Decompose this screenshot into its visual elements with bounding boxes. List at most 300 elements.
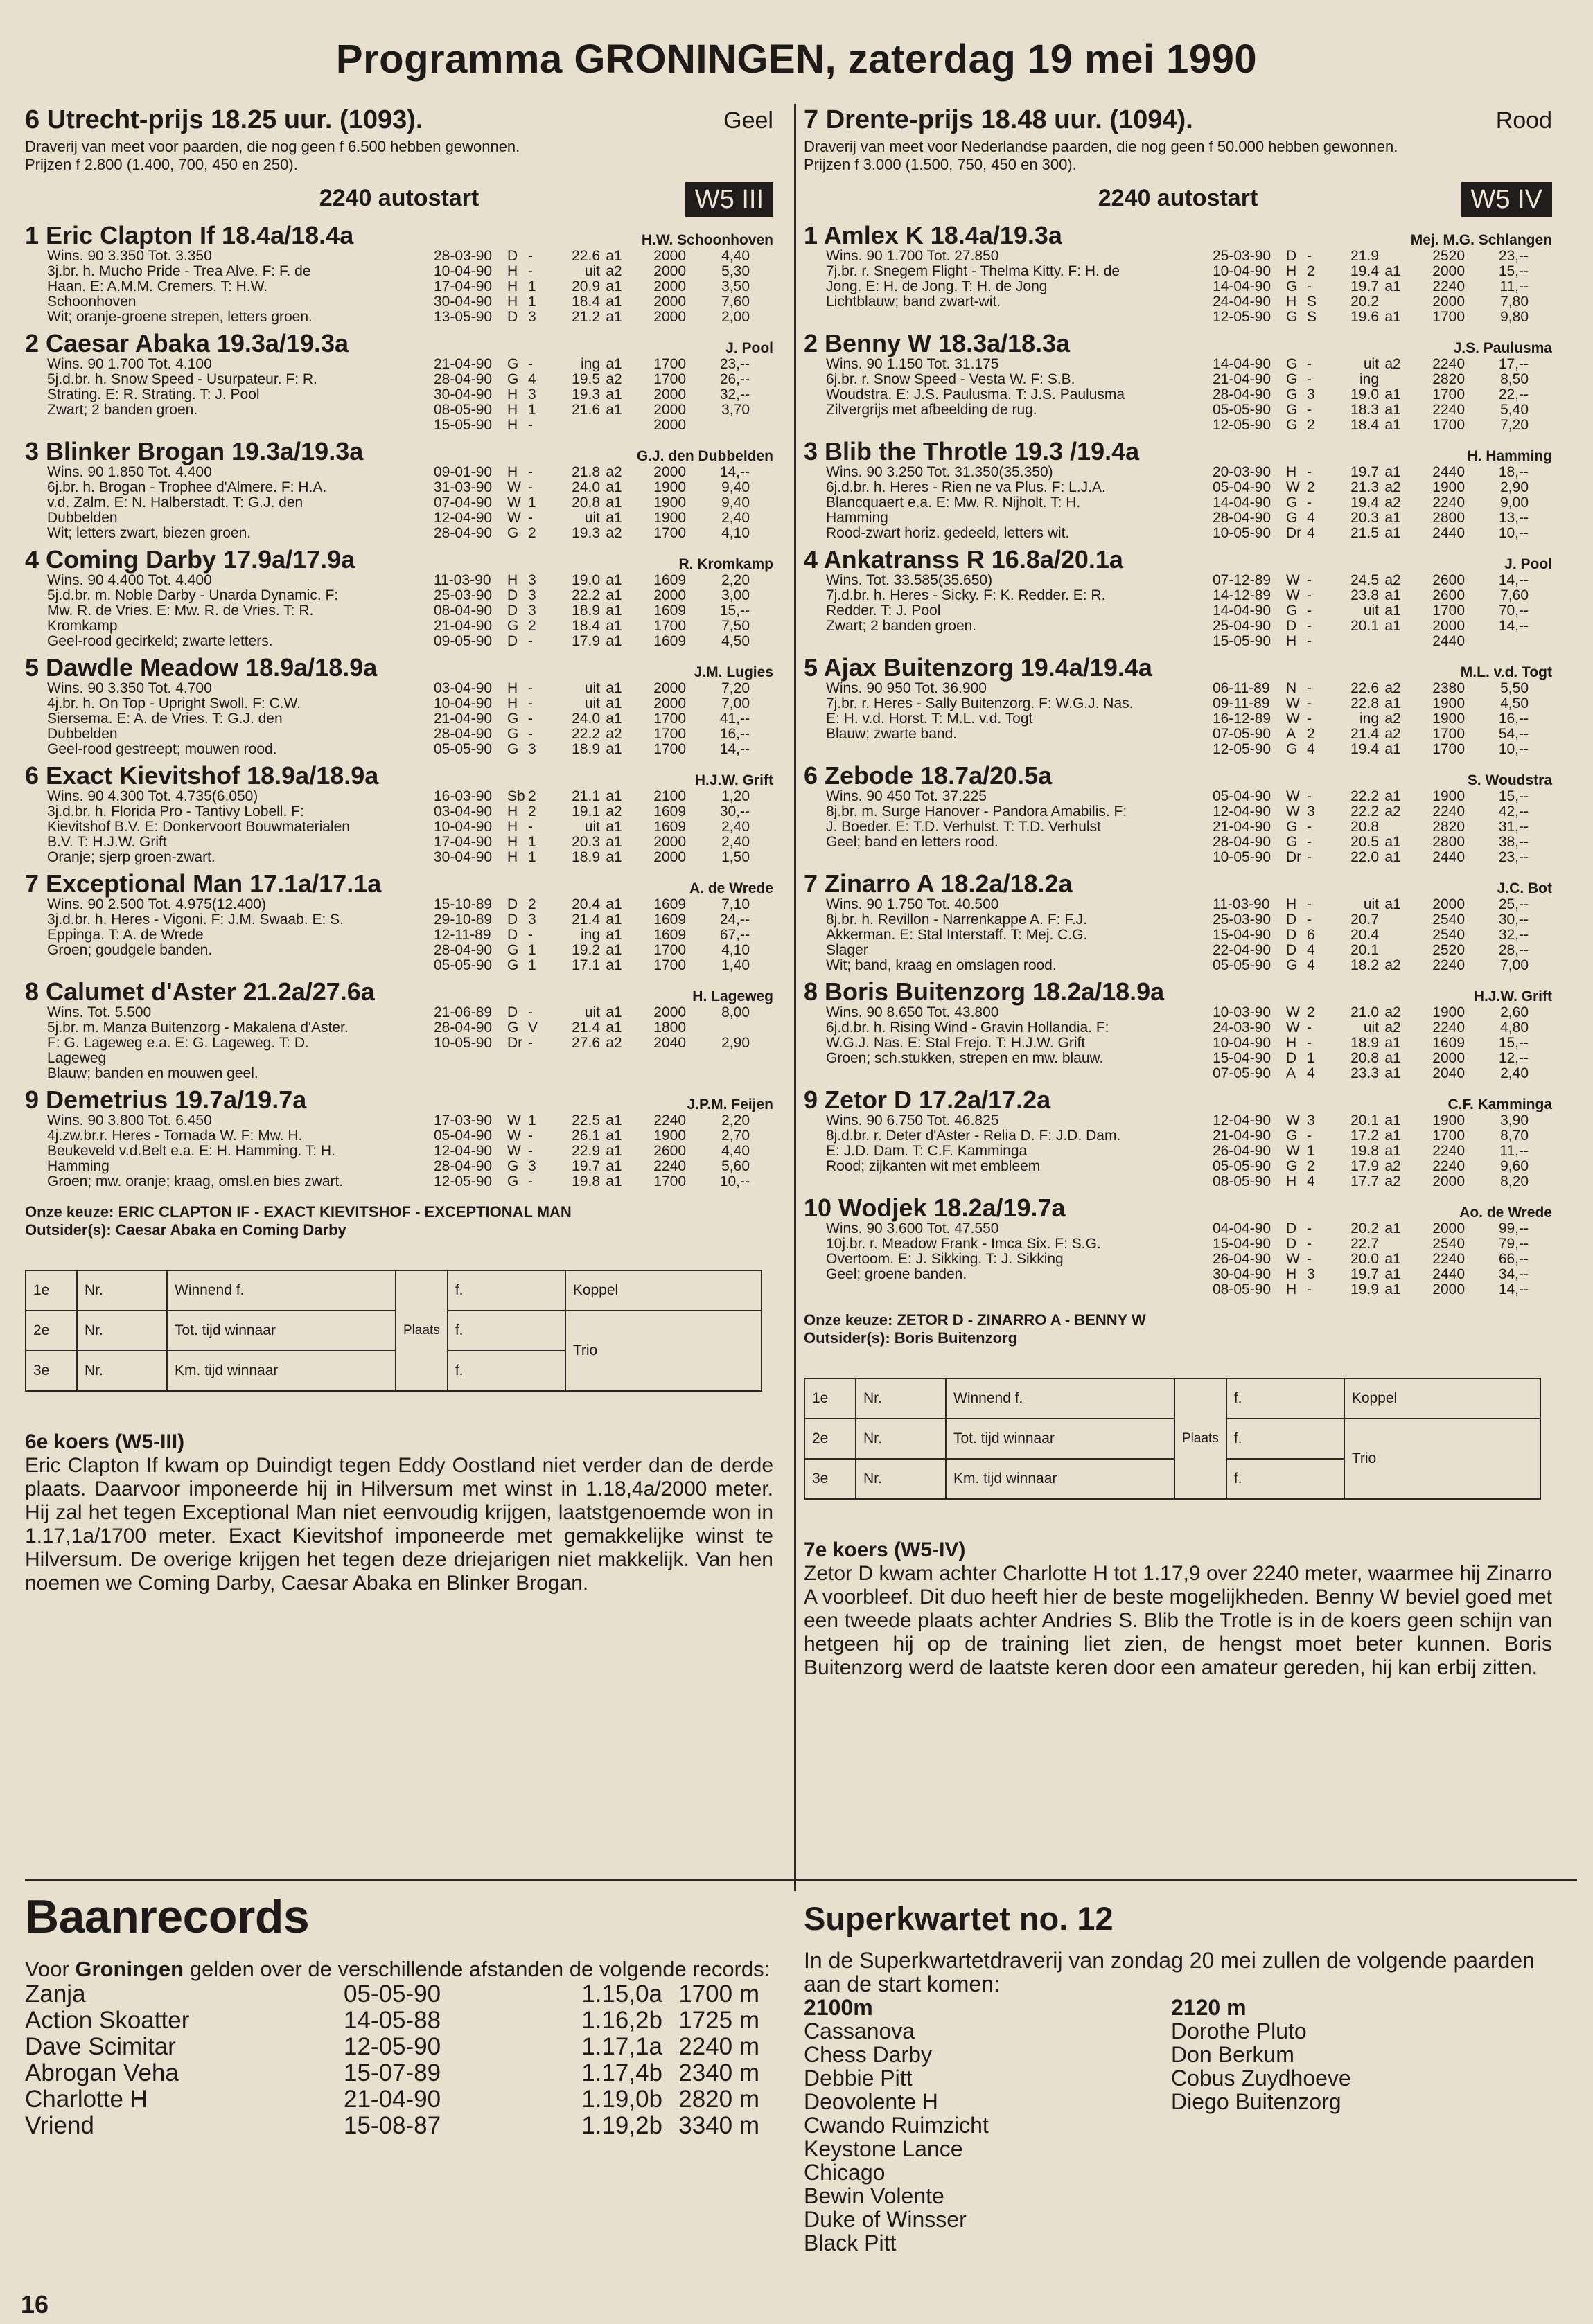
result-odds: 2,40	[721, 834, 750, 850]
result-row	[434, 619, 773, 634]
result-odds: 9,80	[1500, 309, 1529, 325]
horse-body	[804, 1221, 1552, 1297]
result-date: 08-04-90	[434, 603, 493, 619]
result-track: H	[507, 804, 518, 819]
result-start	[1379, 819, 1407, 835]
horse-entry	[804, 329, 1552, 433]
result-odds: 1,20	[721, 788, 750, 804]
result-row	[434, 418, 773, 433]
result-place: -	[1307, 248, 1312, 264]
horse-info-line: 6j.br. h. Brogan - Trophee d'Almere. F: H.A.	[47, 479, 327, 495]
result-odds: 99,--	[1498, 1221, 1529, 1236]
horse-info-line: Wins. 90 4.400 Tot. 4.400	[47, 572, 212, 588]
horse-header	[25, 977, 773, 1005]
result-date: 05-05-90	[434, 957, 493, 973]
result-place: 1	[528, 957, 536, 973]
result-track: D	[507, 587, 518, 603]
result-odds: 67,--	[719, 927, 750, 943]
result-date: 25-03-90	[1213, 248, 1271, 264]
result-track: D	[507, 309, 518, 325]
result-place: 1	[528, 294, 536, 310]
horse-entry	[25, 869, 773, 973]
result-track: D	[507, 1004, 518, 1020]
result-odds: 7,80	[1500, 294, 1529, 310]
result-start: a1	[606, 680, 622, 696]
result-track: D	[1286, 1236, 1297, 1252]
result-place: -	[528, 819, 533, 835]
result-odds: 11,--	[1499, 278, 1529, 294]
result-start: a1	[606, 387, 622, 402]
result-odds: 12,--	[1498, 1050, 1529, 1066]
result-track: D	[507, 248, 518, 264]
horse-body	[804, 357, 1552, 433]
result-start: a1	[606, 1158, 622, 1174]
result-start: a1	[1384, 402, 1401, 418]
result-distance: 2000	[653, 587, 686, 603]
result-time: 18.9	[572, 849, 600, 865]
horse-info	[25, 573, 434, 649]
result-row	[1213, 1159, 1552, 1174]
result-place: -	[1307, 1236, 1312, 1252]
result-row	[1213, 928, 1552, 943]
horse-body	[25, 789, 773, 865]
result-distance: 1700	[1432, 309, 1465, 325]
result-start: a1	[1384, 278, 1401, 294]
result-place: 3	[528, 309, 536, 325]
horse-name: 2 Caesar Abaka 19.3a/19.3a	[25, 329, 349, 357]
result-row	[1213, 1252, 1552, 1267]
result-distance: 1700	[1432, 1128, 1465, 1144]
result-date: 05-04-90	[1213, 479, 1271, 495]
result-odds: 42,--	[1498, 804, 1529, 819]
result-track: W	[1286, 1112, 1300, 1128]
form-rank: 1e	[804, 1378, 856, 1419]
result-date: 12-05-90	[1213, 741, 1271, 757]
horse-info-line: Strating. E: R. Strating. T: J. Pool	[47, 387, 260, 402]
result-distance: 2240	[1432, 1251, 1465, 1267]
result-row	[1213, 603, 1552, 619]
horse-owner: J. Pool	[725, 340, 773, 356]
result-place: 4	[1307, 1065, 1315, 1081]
result-time: uit	[1363, 1020, 1379, 1036]
result-time: 19.2	[572, 942, 600, 958]
result-place: 1	[528, 1112, 536, 1128]
result-odds: 16,--	[719, 726, 750, 742]
horse-info-line: Wins. 90 1.700 Tot. 4.100	[47, 356, 212, 372]
result-odds: 15,--	[1498, 1035, 1529, 1051]
result-odds: 7,20	[721, 680, 750, 696]
form-amount-field: f.	[448, 1351, 565, 1391]
result-place: 1	[528, 834, 536, 850]
result-place: -	[1307, 1251, 1312, 1267]
result-odds: 5,50	[1500, 680, 1529, 696]
result-distance: 2440	[1432, 464, 1465, 480]
result-odds: 2,20	[721, 1112, 750, 1128]
result-place: -	[1307, 1221, 1312, 1236]
result-time: 18.3	[1350, 402, 1379, 418]
form-rank: 3e	[804, 1459, 856, 1499]
horse-results	[434, 573, 773, 649]
result-form-row	[26, 1270, 762, 1311]
horse-info	[25, 1113, 434, 1189]
result-form-table	[25, 1270, 762, 1392]
horse-info-line: Wins. 90 6.750 Tot. 46.825	[826, 1112, 999, 1128]
result-track: G	[507, 711, 519, 727]
horse-name: 4 Ankatranss R 16.8a/20.1a	[804, 545, 1123, 574]
result-row	[434, 279, 773, 294]
result-row	[434, 897, 773, 912]
starter-name: Chicago	[804, 2160, 886, 2185]
horse-info-line: Geel; band en letters rood.	[826, 834, 998, 850]
result-track: Dr	[507, 1035, 523, 1051]
result-distance: 2000	[1432, 1173, 1465, 1189]
result-track: W	[507, 479, 521, 495]
horse-info-line: Kievitshof B.V. E: Donkervoort Bouwmaterialen	[47, 819, 350, 835]
result-row	[1213, 249, 1552, 264]
result-start: a2	[1384, 726, 1401, 742]
form-rank: 2e	[804, 1419, 856, 1459]
result-odds: 7,20	[1500, 417, 1529, 433]
result-time: 19.4	[1350, 495, 1379, 511]
result-track: H	[507, 695, 518, 711]
record-horse: Dave Scimitar	[25, 2033, 176, 2060]
result-time: uit	[1363, 603, 1379, 619]
result-row	[434, 588, 773, 603]
result-start: a2	[1384, 572, 1401, 588]
result-time: 23.8	[1350, 587, 1379, 603]
horse-info-line: Dubbelden	[47, 510, 118, 526]
result-start: a1	[606, 309, 622, 325]
horse-name: 5 Dawdle Meadow 18.9a/18.9a	[25, 653, 378, 682]
horse-info-line: 3j.d.br. h. Heres - Vigoni. F: J.M. Swaab. E: S.	[47, 912, 344, 928]
result-place: 4	[1307, 741, 1315, 757]
result-date: 07-05-90	[1213, 1065, 1271, 1081]
horse-name: 8 Boris Buitenzorg 18.2a/18.9a	[804, 977, 1165, 1006]
result-date: 10-04-90	[1213, 1035, 1271, 1051]
result-distance: 2000	[653, 417, 686, 433]
result-odds: 54,--	[1498, 726, 1529, 742]
result-odds: 16,--	[1498, 711, 1529, 727]
result-odds: 7,00	[721, 695, 750, 711]
result-row	[1213, 1267, 1552, 1282]
horse-info	[25, 789, 434, 865]
result-time: 22.2	[572, 726, 600, 742]
race-distance-row	[804, 179, 1552, 217]
form-koppel-label: Koppel	[565, 1270, 762, 1311]
horse-body	[25, 681, 773, 757]
horse-info-line: 6j.br. r. Snow Speed - Vesta W. F: S.B.	[826, 371, 1075, 387]
record-horse: Abrogan Veha	[25, 2059, 179, 2086]
result-track: W	[1286, 695, 1300, 711]
result-odds: 10,--	[719, 1173, 750, 1189]
result-date: 12-11-89	[434, 927, 491, 943]
result-time: 18.4	[1350, 417, 1379, 433]
result-place: -	[1307, 356, 1312, 372]
race-color: Geel	[723, 107, 773, 134]
result-date: 28-04-90	[434, 371, 493, 387]
result-time: 19.5	[572, 371, 600, 387]
result-odds: 3,00	[721, 587, 750, 603]
result-row	[1213, 1282, 1552, 1297]
result-row	[1213, 696, 1552, 711]
result-date: 14-12-89	[1213, 587, 1271, 603]
result-date: 17-04-90	[434, 278, 493, 294]
horse-info-line: Zilvergrijs met afbeelding de rug.	[826, 402, 1037, 418]
result-row	[434, 495, 773, 511]
horse-name: 10 Wodjek 18.2a/19.7a	[804, 1194, 1066, 1222]
result-odds: 15,--	[719, 603, 750, 619]
result-date: 30-04-90	[434, 294, 493, 310]
result-track: G	[507, 957, 519, 973]
result-row	[434, 1005, 773, 1020]
result-row	[1213, 1036, 1552, 1051]
result-row	[1213, 789, 1552, 804]
result-time: uit	[584, 510, 600, 526]
result-date: 31-03-90	[434, 479, 493, 495]
race-conditions	[804, 138, 1552, 174]
horse-info	[804, 357, 1213, 433]
result-place: 2	[1307, 417, 1315, 433]
horse-info	[25, 357, 434, 433]
result-start: a2	[606, 371, 622, 387]
result-row	[434, 835, 773, 850]
result-row	[434, 249, 773, 264]
horse-header	[804, 437, 1552, 465]
result-odds: 3,50	[721, 278, 750, 294]
result-date: 05-05-90	[1213, 1158, 1271, 1174]
record-date: 12-05-90	[344, 2033, 441, 2060]
result-start	[1379, 372, 1407, 387]
result-track: W	[507, 495, 521, 511]
result-distance: 2240	[1432, 356, 1465, 372]
result-time: 22.2	[1350, 804, 1379, 819]
horse-info-line: Mw. R. de Vries. E: Mw. R. de Vries. T: R.	[47, 603, 314, 619]
horse-body	[25, 1005, 773, 1081]
our-choice	[25, 1203, 773, 1239]
result-date: 21-06-89	[434, 1004, 493, 1020]
baanrecords-list	[25, 1981, 773, 2139]
result-track: G	[1286, 387, 1298, 402]
horse-info-line: Blancquaert e.a. E: Mw. R. Nijholt. T: H.	[826, 495, 1081, 511]
result-distance: 1900	[1432, 479, 1465, 495]
horse-info	[804, 1113, 1213, 1189]
result-track: W	[507, 1128, 521, 1144]
result-place: 1	[1307, 1143, 1315, 1159]
result-track: Dr	[1286, 849, 1302, 865]
horse-info-line: Eppinga. T: A. de Wrede	[47, 927, 204, 943]
horse-info-line: W.G.J. Nas. E: Stal Frejo. T: H.J.W. Grift	[826, 1035, 1086, 1051]
result-date: 28-04-90	[1213, 834, 1271, 850]
result-row	[434, 928, 773, 943]
starter-name: Diego Buitenzorg	[1171, 2089, 1341, 2114]
result-time: 18.9	[1350, 1035, 1379, 1051]
record-time: 1.19,0b	[581, 2086, 662, 2113]
result-odds: 2,90	[721, 1035, 750, 1051]
result-row	[434, 1020, 773, 1036]
result-odds: 2,40	[721, 510, 750, 526]
result-row	[434, 1128, 773, 1144]
form-trio-label: Trio	[565, 1311, 762, 1391]
result-track: D	[507, 633, 518, 649]
result-date: 30-04-90	[1213, 1266, 1271, 1282]
result-place: -	[528, 1128, 533, 1144]
horse-entry	[25, 761, 773, 865]
result-distance: 2000	[653, 464, 686, 480]
horse-info-line: Kromkamp	[47, 618, 118, 634]
horse-info-line: Akkerman. E: Stal Interstaff. T: Mej. C.G.	[826, 927, 1088, 943]
result-distance: 1700	[1432, 741, 1465, 757]
horse-results	[434, 249, 773, 325]
superkwartet-lists	[804, 1996, 1552, 2255]
result-track: W	[507, 1112, 521, 1128]
horse-info-line: Geel-rood gestreept; mouwen rood.	[47, 741, 277, 757]
superkwartet-list-2100	[804, 1996, 1171, 2255]
result-start: a1	[606, 695, 622, 711]
horse-name: 6 Exact Kievitshof 18.9a/18.9a	[25, 761, 379, 790]
result-time: 20.1	[1350, 1112, 1379, 1128]
result-odds: 41,--	[719, 711, 750, 727]
result-row	[1213, 943, 1552, 958]
result-track: Sb	[507, 788, 525, 804]
result-odds: 31,--	[1498, 819, 1529, 835]
result-track: G	[1286, 834, 1298, 850]
horse-name: 5 Ajax Buitenzorg 19.4a/19.4a	[804, 653, 1152, 682]
result-place: -	[1307, 896, 1312, 912]
horse-body	[25, 249, 773, 325]
result-track: W	[507, 510, 521, 526]
result-date: 15-04-90	[1213, 927, 1271, 943]
result-track: W	[507, 1143, 521, 1159]
horse-body	[25, 897, 773, 973]
result-row	[434, 850, 773, 865]
result-distance: 1900	[1432, 1004, 1465, 1020]
result-odds: 11,--	[1499, 1143, 1529, 1159]
result-start	[1379, 294, 1407, 310]
form-number-label: Nr.	[77, 1311, 167, 1351]
result-place: 2	[528, 804, 536, 819]
result-row	[434, 372, 773, 387]
horse-name: 1 Eric Clapton If 18.4a/18.4a	[25, 221, 354, 249]
horse-results	[1213, 1221, 1552, 1297]
result-form-row	[804, 1378, 1540, 1419]
result-row	[434, 511, 773, 526]
result-start: a1	[606, 402, 622, 418]
result-odds: 28,--	[1498, 942, 1529, 958]
horse-info-line: Rood; zijkanten wit met embleem	[826, 1158, 1041, 1174]
result-time: 21.1	[572, 788, 600, 804]
result-distance: 1900	[653, 1128, 686, 1144]
result-odds: 2,60	[1500, 1004, 1529, 1020]
result-row	[1213, 742, 1552, 757]
result-track: G	[1286, 402, 1298, 418]
horse-name: 2 Benny W 18.3a/18.3a	[804, 329, 1071, 357]
form-field-label: Km. tijd winnaar	[946, 1459, 1174, 1499]
result-time: uit	[1363, 356, 1379, 372]
result-time: 18.9	[572, 603, 600, 619]
result-track: H	[507, 834, 518, 850]
result-distance: 1700	[1432, 387, 1465, 402]
horse-info-line: J. Boeder. E: T.D. Verhulst. T: T.D. Verhulst	[826, 819, 1101, 835]
form-rank: 1e	[26, 1270, 77, 1311]
horse-info-line: Beukeveld v.d.Belt e.a. E: H. Hamming. T: H.	[47, 1143, 335, 1159]
horse-owner: H. Lageweg	[692, 988, 773, 1004]
outsider-line: Outsider(s): Boris Buitenzorg	[804, 1329, 1018, 1347]
result-track: H	[507, 402, 518, 418]
result-start: a1	[1384, 1281, 1401, 1297]
result-odds	[1465, 634, 1529, 649]
result-odds: 4,10	[721, 525, 750, 541]
result-start	[1379, 634, 1407, 649]
horse-owner: R. Kromkamp	[678, 556, 773, 572]
result-place: 1	[528, 942, 536, 958]
result-time: 19.4	[1350, 741, 1379, 757]
horse-info-line: Wit; letters zwart, biezen groen.	[47, 525, 252, 541]
result-distance: 1609	[653, 633, 686, 649]
record-row	[25, 1981, 773, 2007]
result-odds: 9,40	[721, 479, 750, 495]
horse-info-line: Wins. 90 3.600 Tot. 47.550	[826, 1221, 999, 1236]
result-distance: 2240	[653, 1158, 686, 1174]
result-odds: 25,--	[1498, 896, 1529, 912]
result-date: 24-03-90	[1213, 1020, 1271, 1036]
result-date: 25-04-90	[1213, 618, 1271, 634]
result-time: 23.3	[1350, 1065, 1379, 1081]
result-track: H	[1286, 1173, 1297, 1189]
result-start	[1379, 912, 1407, 928]
result-distance: 2000	[653, 402, 686, 418]
result-track: W	[1286, 804, 1300, 819]
result-time: 22.0	[1350, 849, 1379, 865]
result-track: W	[1286, 1004, 1300, 1020]
result-start: a1	[606, 633, 622, 649]
record-distance: 1700 m	[678, 1980, 759, 2007]
result-row	[1213, 357, 1552, 372]
result-start: a1	[606, 294, 622, 310]
result-place: -	[528, 680, 533, 696]
result-date: 09-11-89	[1213, 695, 1270, 711]
horse-header	[804, 869, 1552, 897]
result-start: a1	[1384, 387, 1401, 402]
horse-header	[25, 437, 773, 465]
result-time: 22.2	[1350, 788, 1379, 804]
horse-info-line: v.d. Zalm. E: N. Halberstadt. T: G.J. den	[47, 495, 303, 511]
starter-name: Don Berkum	[1171, 2042, 1294, 2067]
horse-entry	[804, 1085, 1552, 1189]
starter-name: Duke of Winsser	[804, 2207, 967, 2232]
result-date: 12-05-90	[1213, 417, 1271, 433]
horse-header	[804, 977, 1552, 1005]
result-date: 21-04-90	[434, 356, 493, 372]
result-time: 21.3	[1350, 479, 1379, 495]
horse-results	[1213, 465, 1552, 541]
horse-entry	[25, 653, 773, 757]
result-track: H	[1286, 1281, 1297, 1297]
horse-info-line: Slager	[826, 942, 868, 958]
result-place: -	[1307, 849, 1312, 865]
horse-results	[1213, 681, 1552, 757]
horse-info-line: Zwart; 2 banden groen.	[47, 402, 198, 418]
result-track: D	[1286, 912, 1297, 928]
record-date: 21-04-90	[344, 2086, 441, 2113]
result-place: -	[528, 510, 533, 526]
result-row	[1213, 372, 1552, 387]
result-start: a1	[1384, 741, 1401, 757]
result-place: V	[528, 1020, 538, 1036]
result-place: 2	[1307, 1158, 1315, 1174]
result-odds: 32,--	[1498, 927, 1529, 943]
result-track: G	[1286, 417, 1298, 433]
horse-info-line: Hamming	[826, 510, 888, 526]
